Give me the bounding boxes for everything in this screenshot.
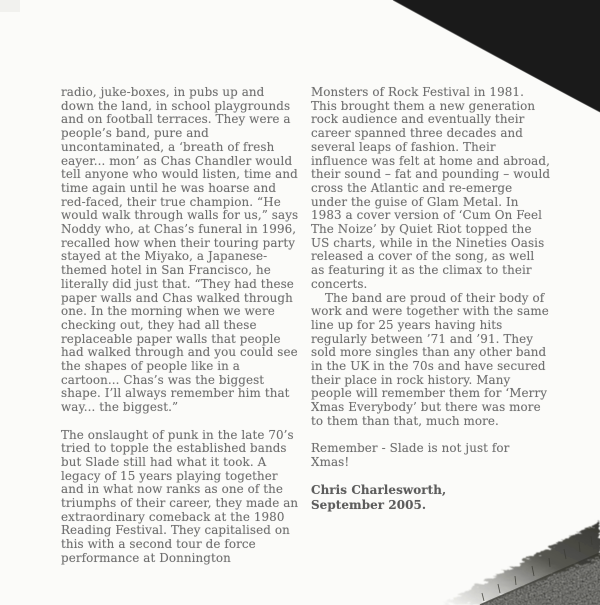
hillside-photo-fragment <box>422 513 600 605</box>
closing-line: Remember - Slade is not just for Xmas! <box>311 441 510 469</box>
right-text-column <box>311 86 551 512</box>
signature-name: Chris Charlesworth, <box>311 483 447 498</box>
paragraph: The band are proud of their body of work and were together with the same line up for 25 years having hits regularly between ’71 and ’91. They sold more singles than any other band in the UK in the 70s and have secured their place in rock history. Many people will remember them for ‘Merry Xmas Everybody’ but there was more to them than that, much more. <box>311 290 549 428</box>
paragraph: radio, juke-boxes, in pubs up and down the land, in school playgrounds and on football terraces. They were a people’s band, pure and uncontaminated, a ‘breath of fresh eayer... mon’ as Chas Chandler would tell anyone who would listen, time and time again until he was hoarse and red-faced, their true champion. “He would walk through walls for us,” says Noddy who, at Chas’s funeral in 1996, recalled how when their touring party stayed at the Miyako, a Japanese-themed hotel in San Francisco, he literally did just that. “They had these paper walls and Chas walked through one. In the morning when we were checking out, they had all these replaceable paper walls that people had walked through and you could see the shapes of people like in a cartoon... Chas’s was the biggest shape. I’ll always remember him that way... the biggest.” <box>61 85 299 415</box>
left-text-column <box>61 86 301 566</box>
scan-smudge <box>0 0 20 12</box>
paragraph: Monsters of Rock Festival in 1981. This brought them a new generation rock audience and eventually their career spanned three decades and several leaps of fashion. Their influence was felt at home and abroad, their sound – fat and pounding – would cross the Atlantic and re-emerge under the guise of Glam Metal. In 1983 a cover version of ‘Cum On Feel The Noize’ by Quiet Riot topped the US charts, while in the Nineties Oasis released a cover of the song, as well as featuring it as the climax to their concerts. <box>311 85 551 291</box>
paragraph: The onslaught of punk in the late 70’s tried to topple the established bands but Slade still had what it took. A legacy of 15 years playing together and in what now ranks as one of the triumphs of their career, they made an extraordinary comeback at the 1980 Reading Festival. They capitalised on this with a second tour de force performance at Donnington <box>61 427 299 565</box>
signature-date: September 2005. <box>311 497 427 512</box>
signature-block <box>311 483 551 512</box>
